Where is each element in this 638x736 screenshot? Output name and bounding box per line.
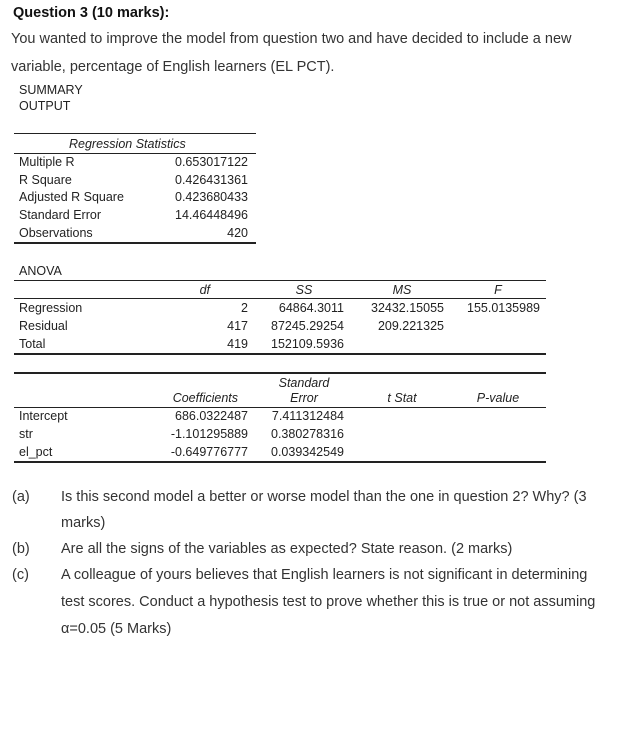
stat-label-observations: Observations — [19, 226, 93, 240]
intro-line-1: You wanted to improve the model from question two and have decided to include a new — [11, 31, 572, 47]
stat-value-r-square: 0.426431361 — [175, 173, 248, 187]
anova-ss-total: 152109.5936 — [271, 337, 344, 351]
stat-label-r-square: R Square — [19, 173, 72, 187]
coef-header-se-line1: Standard — [278, 376, 330, 390]
stat-label-std-error: Standard Error — [19, 208, 101, 222]
coef-header-rule — [14, 407, 546, 408]
anova-f-regression: 155.0135989 — [467, 301, 540, 315]
anova-ms-residual: 209.221325 — [377, 319, 444, 333]
anova-header-df: df — [199, 283, 210, 297]
stat-value-std-error: 14.46448496 — [175, 208, 248, 222]
question-c-text-line2: test scores. Conduct a hypothesis test to prove whether this is true or not assuming — [61, 594, 596, 610]
anova-top-rule — [14, 280, 546, 281]
coef-bottom-rule — [14, 461, 546, 463]
question-c-text-line1: A colleague of yours believes that English learners is not significant in determining — [61, 567, 588, 583]
anova-df-residual: 417 — [227, 319, 248, 333]
coef-label-str: str — [19, 427, 33, 441]
anova-ss-residual: 87245.29254 — [271, 319, 344, 333]
coef-label-intercept: Intercept — [19, 409, 68, 423]
question-a-label: (a) — [12, 489, 30, 505]
anova-bottom-rule — [14, 353, 546, 355]
coef-value-el-pct: -0.649776777 — [170, 445, 248, 459]
coef-header-tstat: t Stat — [387, 391, 417, 405]
anova-df-regression: 2 — [241, 301, 248, 315]
anova-header-rule — [14, 298, 546, 299]
question-title: Question 3 (10 marks): — [13, 5, 170, 21]
question-c-text-line3: α=0.05 (5 Marks) — [61, 621, 172, 637]
coef-label-el-pct: el_pct — [19, 445, 53, 459]
question-a-text-line1: Is this second model a better or worse model than the one in question 2? Why? (3 — [61, 489, 587, 505]
anova-header-ms: MS — [392, 283, 412, 297]
coef-header-pvalue: P-value — [476, 391, 520, 405]
regression-stats-header: Regression Statistics — [69, 137, 186, 151]
anova-label-residual: Residual — [19, 319, 68, 333]
coef-header-coefficients: Coefficients — [172, 391, 238, 405]
anova-ms-regression: 32432.15055 — [371, 301, 444, 315]
question-a-text-line2: marks) — [61, 515, 106, 531]
stat-value-observations: 420 — [227, 226, 248, 240]
stats-top-rule — [14, 133, 256, 134]
coef-se-intercept: 7.411312484 — [271, 409, 344, 423]
coef-header-se-line2: Error — [290, 391, 318, 405]
stats-bottom-rule — [14, 242, 256, 244]
question-b-text: Are all the signs of the variables as expected? State reason. (2 marks) — [61, 541, 513, 557]
stat-value-multiple-r: 0.653017122 — [175, 155, 248, 169]
stat-value-adj-r-square: 0.423680433 — [175, 190, 248, 204]
anova-header-f: F — [494, 283, 502, 297]
summary-label: SUMMARY — [19, 83, 83, 97]
coef-value-str: -1.101295889 — [170, 427, 248, 441]
anova-header-ss: SS — [295, 283, 313, 297]
question-c-label: (c) — [12, 567, 29, 583]
anova-label-total: Total — [19, 337, 46, 351]
intro-line-2: variable, percentage of English learners (EL PCT). — [11, 59, 335, 75]
coef-top-rule — [14, 372, 546, 374]
coef-se-el-pct: 0.039342549 — [271, 445, 344, 459]
stat-label-multiple-r: Multiple R — [19, 155, 75, 169]
stats-header-rule — [14, 153, 256, 154]
coef-value-intercept: 686.0322487 — [175, 409, 248, 423]
summary-label-output: OUTPUT — [19, 99, 71, 113]
anova-df-total: 419 — [227, 337, 248, 351]
question-b-label: (b) — [12, 541, 30, 557]
anova-label-regression: Regression — [19, 301, 83, 315]
anova-label: ANOVA — [19, 264, 62, 278]
anova-ss-regression: 64864.3011 — [278, 301, 344, 315]
stat-label-adj-r-square: Adjusted R Square — [19, 190, 124, 204]
coef-se-str: 0.380278316 — [271, 427, 344, 441]
